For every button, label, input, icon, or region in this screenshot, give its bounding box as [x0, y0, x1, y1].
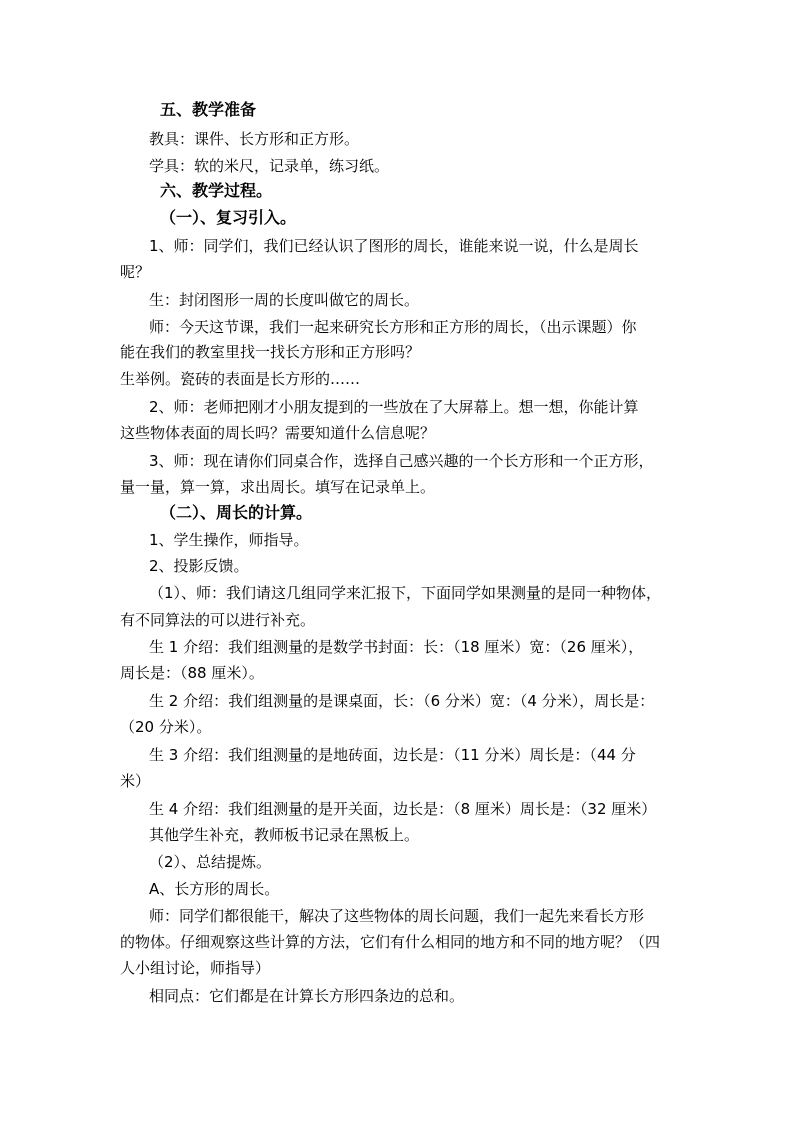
section-heading-preparation: 五、教学准备 [160, 100, 257, 119]
section-heading-process: 六、教学过程。 [160, 181, 273, 200]
paragraph-line: （20 分米）。 [120, 718, 212, 736]
paragraph-line: 师：今天这节课，我们一起来研究长方形和正方形的周长，（出示课题）你 [149, 318, 637, 336]
paragraph-line: 2、师：老师把刚才小朋友提到的一些放在了大屏幕上。想一想，你能计算 [149, 398, 639, 416]
paragraph-line: 周长是：（88 厘米）。 [120, 664, 264, 682]
paragraph-line: 米） [120, 772, 151, 790]
paragraph-line: 的物体。仔细观察这些计算的方法，它们有什么相同的地方和不同的地方呢？（四 [120, 933, 661, 951]
paragraph-line: 生举例。瓷砖的表面是长方形的…… [120, 370, 361, 388]
paragraph-line: 3、师：现在请你们同桌合作，选择自己感兴趣的一个长方形和一个正方形， [149, 452, 654, 470]
paragraph-line: 2、投影反馈。 [149, 557, 249, 575]
paragraph-line: 有不同算法的可以进行补充。 [120, 611, 316, 629]
paragraph-line: A、长方形的周长。 [149, 880, 280, 898]
paragraph-line: 教具：课件、长方形和正方形。 [149, 130, 360, 148]
paragraph-line: 学具：软的米尺，记录单，练习纸。 [149, 157, 390, 175]
paragraph-line: （1）、师：我们请这几组同学来汇报下，下面同学如果测量的是同一种物体， [149, 584, 662, 602]
paragraph-line: 人小组讨论，师指导） [120, 959, 271, 977]
paragraph-line: 生 1 介绍：我们组测量的是数学书封面：长：（18 厘米）宽：（26 厘米）， [149, 638, 644, 656]
paragraph-line: 1、师：同学们，我们已经认识了图形的周长，谁能来说一说，什么是周长 [149, 237, 639, 255]
paragraph-line: 相同点：它们都是在计算长方形四条边的总和。 [149, 987, 465, 1005]
paragraph-line: 呢？ [120, 263, 151, 281]
subsection-heading-calculation: （二）、周长的计算。 [160, 503, 313, 522]
paragraph-line: 1、学生操作，师指导。 [149, 531, 309, 549]
paragraph-line: 生：封闭图形一周的长度叫做它的周长。 [149, 291, 420, 309]
paragraph-line: 生 3 介绍：我们组测量的是地砖面，边长是：（11 分米）周长是：（44 分 [149, 746, 636, 764]
paragraph-line: 其他学生补充，教师板书记录在黑板上。 [149, 826, 420, 844]
paragraph-line: 量一量，算一算，求出周长。填写在记录单上。 [120, 478, 436, 496]
paragraph-line: 生 2 介绍：我们组测量的是课桌面，长：（6 分米）宽：（4 分米），周长是： [149, 692, 655, 710]
paragraph-line: （2）、总结提炼。 [149, 853, 272, 871]
paragraph-line: 能在我们的教室里找一找长方形和正方形吗？ [120, 343, 421, 361]
paragraph-line: 生 4 介绍：我们组测量的是开关面，边长是：（8 厘米）周长是：（32 厘米） [149, 800, 657, 818]
paragraph-line: 师：同学们都很能干，解决了这些物体的周长问题，我们一起先来看长方形 [149, 907, 645, 925]
paragraph-line: 这些物体表面的周长吗？需要知道什么信息呢？ [120, 424, 436, 442]
subsection-heading-review: （一）、复习引入。 [160, 208, 297, 227]
